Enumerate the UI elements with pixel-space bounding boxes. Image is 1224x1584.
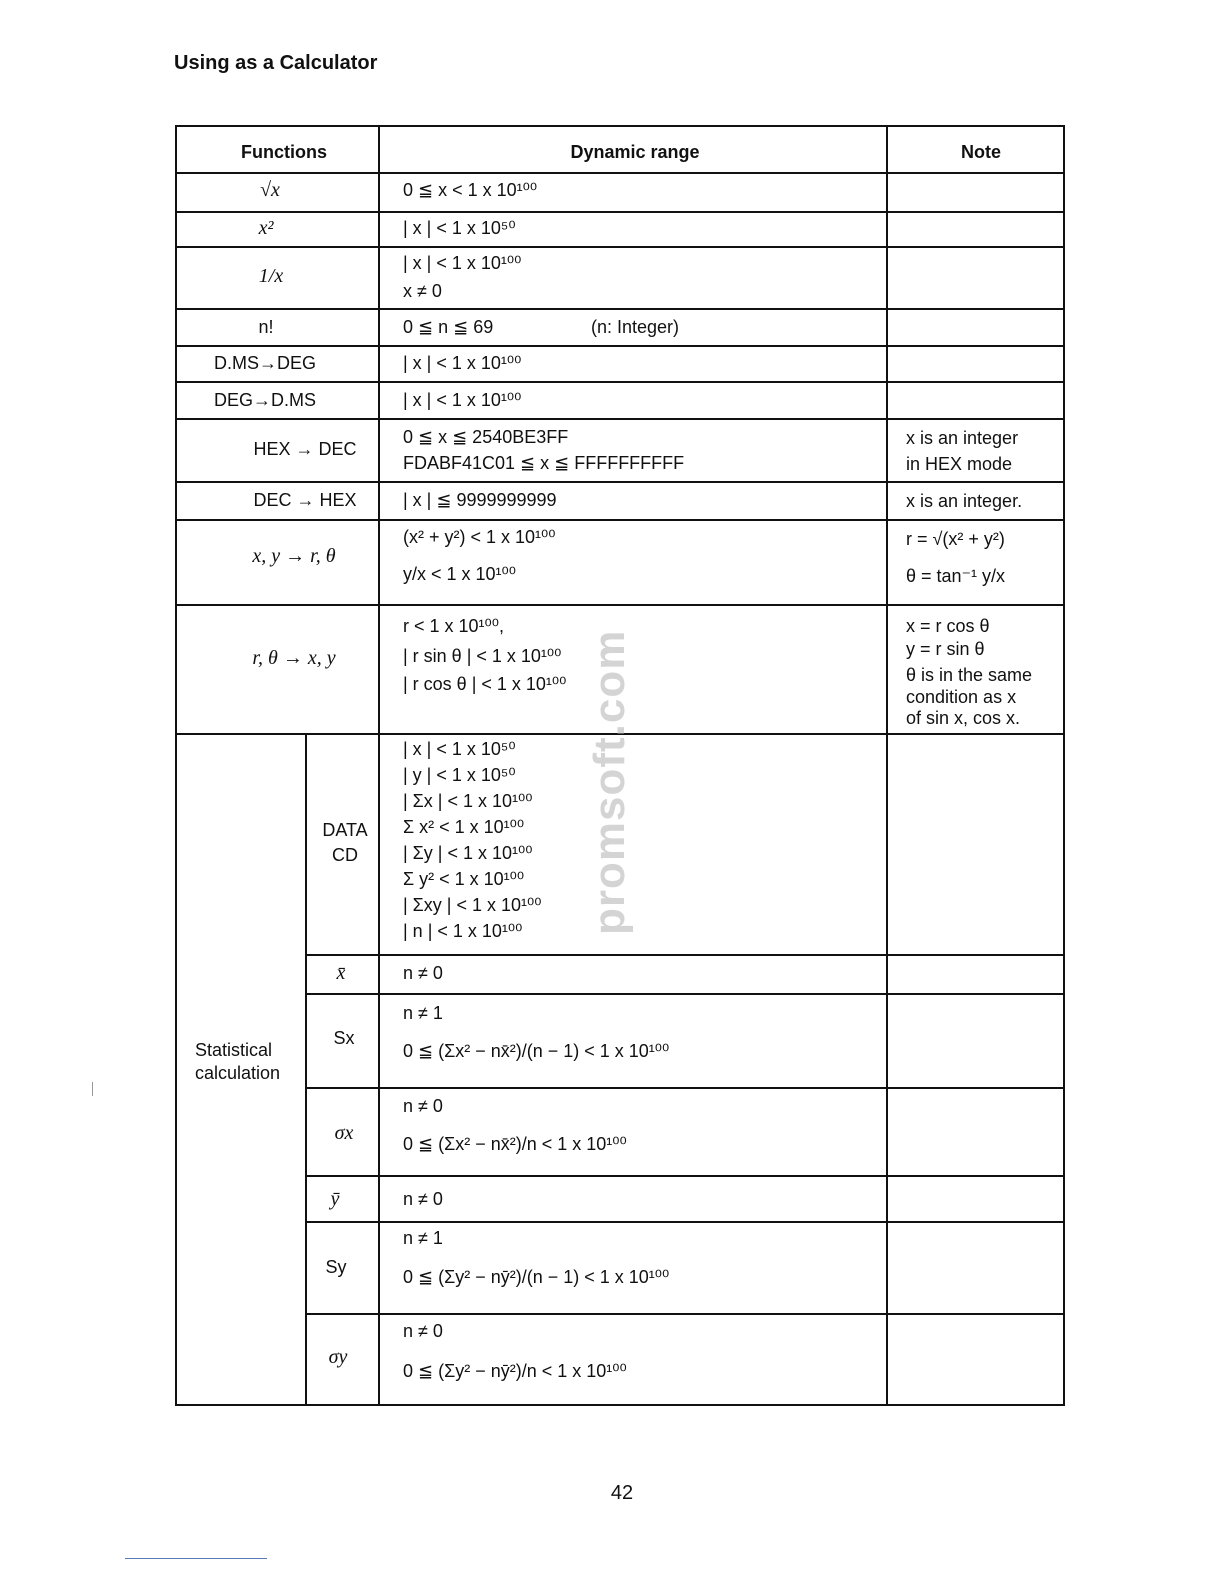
range-hex-to-dec-2: FDABF41C01 ≦ x ≦ FFFFFFFFFF: [403, 453, 685, 473]
table-rule: [886, 125, 888, 1406]
table-rule: [306, 1221, 1065, 1223]
table-rule: [175, 345, 1065, 347]
table-rule: [175, 481, 1065, 483]
range-hex-to-dec-1: 0 ≦ x ≦ 2540BE3FF: [403, 427, 569, 447]
note-dec-to-hex: x is an integer.: [906, 491, 1023, 511]
function-polar-to-rect: r, θ → x, y: [252, 647, 336, 669]
function-factorial: n!: [258, 317, 274, 337]
function-rect-to-polar: x, y → r, θ: [252, 545, 336, 567]
stat-sigma-y-label: σy: [328, 1346, 348, 1368]
range-factorial-note: (n: Integer): [591, 317, 680, 337]
stat-sy-range: 0 ≦ (Σy² − nȳ²)/(n − 1) < 1 x 10¹⁰⁰: [403, 1267, 670, 1287]
stat-sigma-x-condition: n ≠ 0: [403, 1096, 443, 1116]
stat-data-line: | Σy | < 1 x 10¹⁰⁰: [403, 843, 533, 863]
table-rule: [306, 1175, 1065, 1177]
stat-sigma-x-label: σx: [334, 1122, 354, 1144]
table-rule: [175, 211, 1065, 213]
stat-data-line: | x | < 1 x 10⁵⁰: [403, 739, 516, 759]
stat-data-line: | Σx | < 1 x 10¹⁰⁰: [403, 791, 533, 811]
stat-sx-condition: n ≠ 1: [403, 1003, 443, 1023]
range-sqrt: 0 ≦ x < 1 x 10¹⁰⁰: [403, 180, 538, 200]
table-rule: [175, 172, 1065, 174]
stat-ybar-range: n ≠ 0: [403, 1189, 443, 1209]
stat-sigma-y-condition: n ≠ 0: [403, 1321, 443, 1341]
stat-group-label-2: calculation: [195, 1063, 281, 1083]
stat-xbar-label: x̄: [336, 962, 346, 984]
range-reciprocal: | x | < 1 x 10¹⁰⁰: [403, 253, 522, 273]
watermark: promsoft.com: [585, 629, 634, 935]
stat-data-line: | y | < 1 x 10⁵⁰: [403, 765, 516, 785]
page-title: Using as a Calculator: [174, 52, 378, 74]
function-reciprocal: 1/x: [258, 265, 284, 287]
range-reciprocal-condition: x ≠ 0: [403, 281, 442, 301]
table-rule: [175, 246, 1065, 248]
stat-data-line: | Σxy | < 1 x 10¹⁰⁰: [403, 895, 542, 915]
table-rule: [175, 418, 1065, 420]
stat-ybar-label: ȳ: [330, 1188, 340, 1210]
note-polar-to-rect-5: of sin x, cos x.: [906, 708, 1021, 728]
note-polar-to-rect-2: y = r sin θ: [906, 639, 985, 659]
stat-sy-condition: n ≠ 1: [403, 1228, 443, 1248]
table-rule: [175, 308, 1065, 310]
function-sqrt: √x: [260, 179, 280, 201]
note-polar-to-rect-1: x = r cos θ: [906, 616, 990, 636]
stat-data-label-1: DATA: [322, 820, 368, 840]
function-dec-to-hex: DEC → HEX: [253, 490, 357, 510]
range-dms-to-deg: | x | < 1 x 10¹⁰⁰: [403, 353, 522, 373]
range-square: | x | < 1 x 10⁵⁰: [403, 218, 516, 238]
function-hex-to-dec: HEX → DEC: [253, 439, 357, 459]
range-deg-to-dms: | x | < 1 x 10¹⁰⁰: [403, 390, 522, 410]
function-dms-to-deg: D.MS→DEG: [213, 353, 317, 373]
header-functions: Functions: [241, 142, 327, 162]
range-factorial: 0 ≦ n ≦ 69: [403, 317, 494, 337]
note-polar-to-rect-3: θ is in the same: [906, 665, 1033, 685]
stat-sy-label: Sy: [325, 1257, 347, 1277]
table-rule: [175, 519, 1065, 521]
stat-xbar-range: n ≠ 0: [403, 963, 443, 983]
stat-sigma-x-range: 0 ≦ (Σx² − nx̄²)/n < 1 x 10¹⁰⁰: [403, 1134, 627, 1154]
function-deg-to-dms: DEG→D.MS: [213, 390, 317, 410]
stat-sx-range: 0 ≦ (Σx² − nx̄²)/(n − 1) < 1 x 10¹⁰⁰: [403, 1041, 670, 1061]
header-dynamic-range: Dynamic range: [570, 142, 700, 162]
function-square: x²: [258, 217, 274, 239]
table-rule: [306, 1087, 1065, 1089]
note-rect-to-polar-2: θ = tan⁻¹ y/x: [906, 566, 1006, 586]
table-rule: [305, 733, 307, 1406]
header-note: Note: [961, 142, 1001, 162]
stat-data-label-2: CD: [332, 845, 358, 865]
note-hex-to-dec-1: x is an integer: [906, 428, 1019, 448]
table-rule: [306, 1313, 1065, 1315]
stat-group-label-1: Statistical: [195, 1040, 273, 1060]
range-rect-to-polar-1: (x² + y²) < 1 x 10¹⁰⁰: [403, 527, 556, 547]
range-polar-to-rect-3: | r cos θ | < 1 x 10¹⁰⁰: [403, 674, 567, 694]
range-polar-to-rect-2: | r sin θ | < 1 x 10¹⁰⁰: [403, 646, 562, 666]
table-rule: [175, 604, 1065, 606]
range-dec-to-hex: | x | ≦ 9999999999: [403, 490, 557, 510]
note-polar-to-rect-4: condition as x: [906, 687, 1017, 707]
range-rect-to-polar-2: y/x < 1 x 10¹⁰⁰: [403, 564, 516, 584]
table-rule: [378, 125, 380, 1406]
page-number: 42: [610, 1482, 634, 1504]
scan-mark: [92, 1082, 93, 1096]
stat-sigma-y-range: 0 ≦ (Σy² − nȳ²)/n < 1 x 10¹⁰⁰: [403, 1361, 627, 1381]
stat-data-line: Σ y² < 1 x 10¹⁰⁰: [403, 869, 525, 889]
footnote-rule: [125, 1558, 267, 1559]
range-polar-to-rect-1: r < 1 x 10¹⁰⁰,: [403, 616, 504, 636]
stat-data-line: | n | < 1 x 10¹⁰⁰: [403, 921, 523, 941]
note-rect-to-polar-1: r = √(x² + y²): [906, 529, 1005, 549]
table-rule: [306, 954, 1065, 956]
stat-sx-label: Sx: [333, 1028, 355, 1048]
stat-data-line: Σ x² < 1 x 10¹⁰⁰: [403, 817, 525, 837]
table-rule: [175, 381, 1065, 383]
table-rule: [306, 993, 1065, 995]
note-hex-to-dec-2: in HEX mode: [906, 454, 1013, 474]
